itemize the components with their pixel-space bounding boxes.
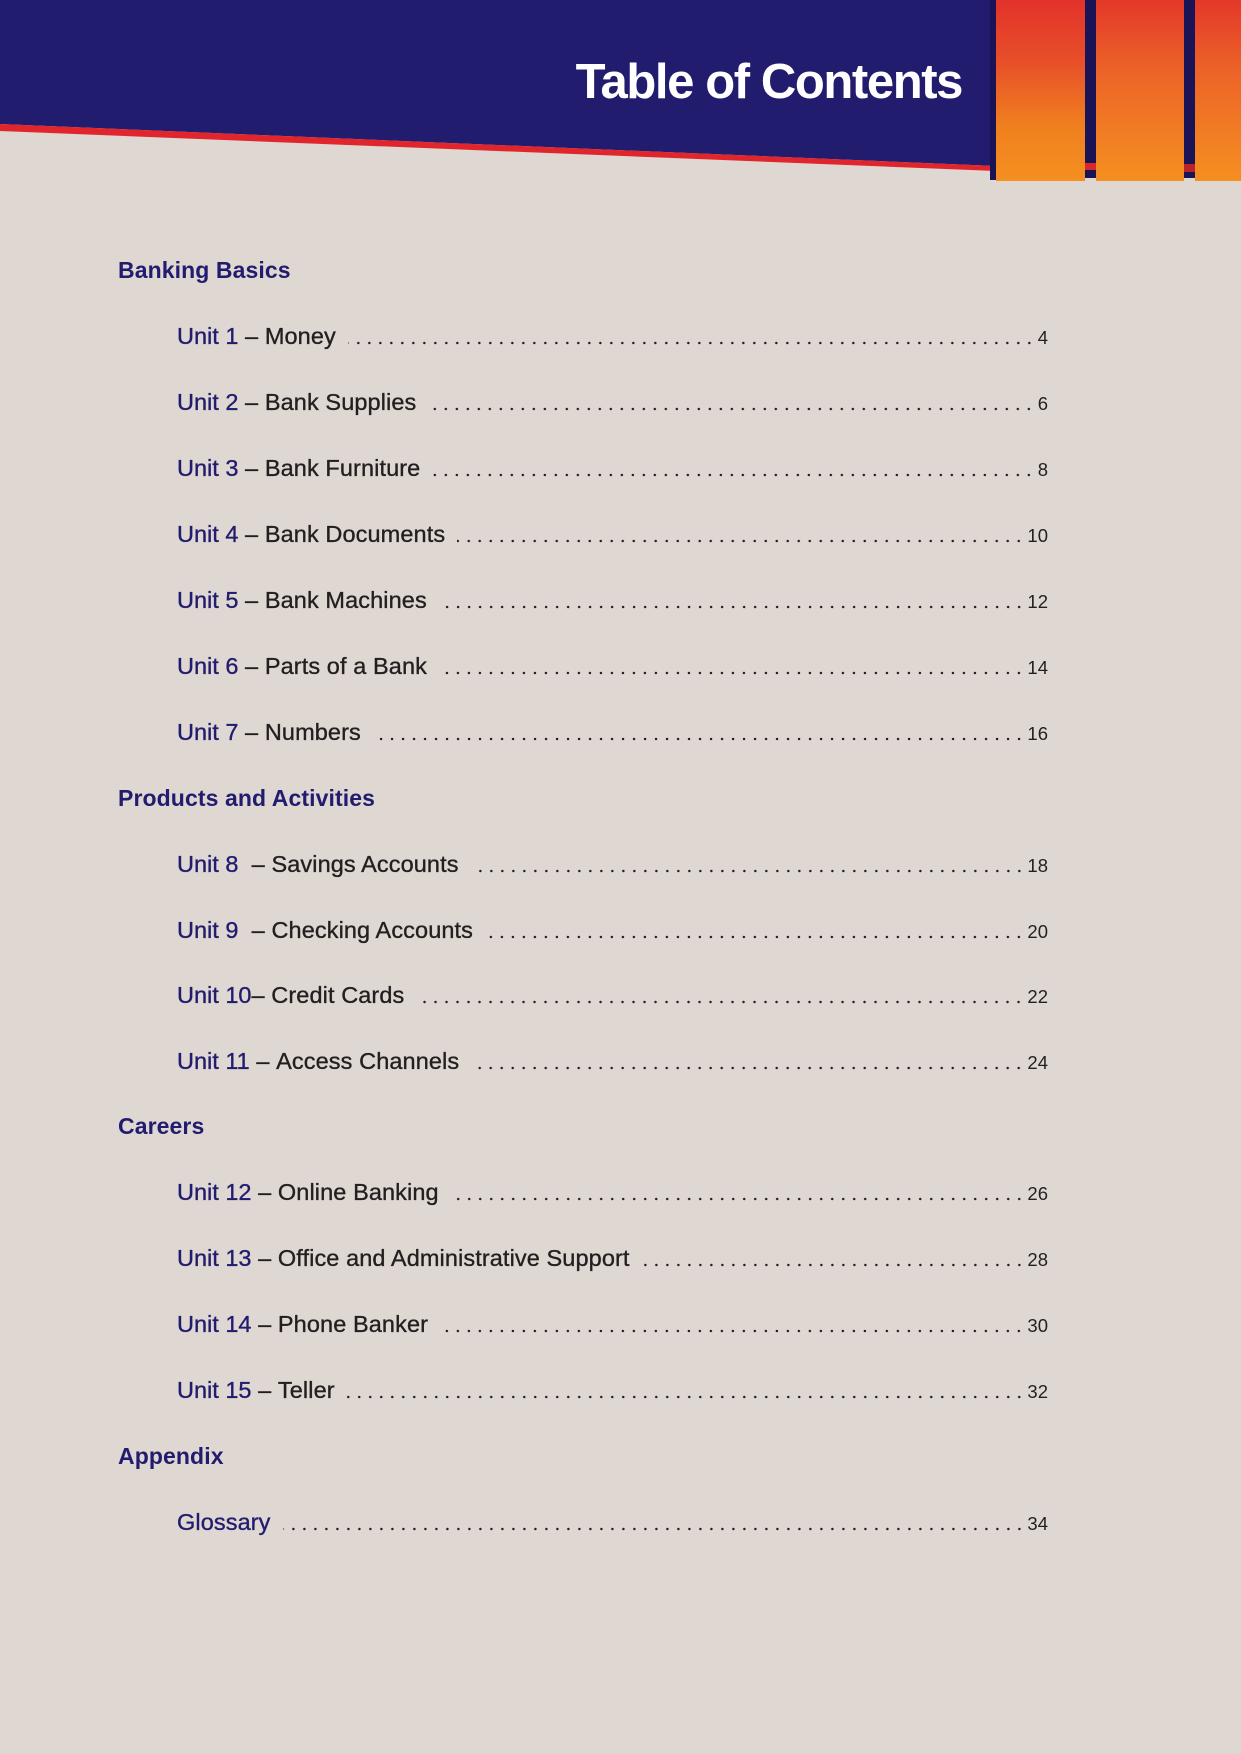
orange-bar-3 — [1195, 0, 1241, 181]
entry-separator: – — [238, 323, 265, 349]
page-number: 4 — [1037, 327, 1048, 348]
section-heading: Products and Activities — [118, 785, 376, 811]
page-number: 6 — [1037, 393, 1048, 414]
entry-separator: – — [238, 719, 265, 745]
entry-unit-label: Unit 1 — [177, 323, 239, 349]
toc-entry[interactable] — [0, 1508, 1241, 1548]
section-heading-row — [0, 1442, 1241, 1482]
toc-entry[interactable] — [0, 718, 1241, 758]
entry-unit-label: Unit 14 — [177, 1311, 252, 1337]
toc-entry[interactable] — [0, 850, 1241, 890]
toc-entry[interactable] — [0, 981, 1241, 1021]
entry-separator: – — [238, 851, 272, 877]
dot-leader — [471, 1064, 1024, 1070]
page-number: 28 — [1027, 1249, 1048, 1270]
entry-unit-label: Unit 9 — [177, 917, 239, 943]
dot-leader — [373, 735, 1025, 741]
toc-entry[interactable] — [0, 586, 1241, 626]
entry-unit-label: Unit 4 — [177, 521, 239, 547]
page-number: 16 — [1027, 723, 1048, 744]
dot-leader — [471, 867, 1025, 873]
entry-separator: – — [238, 917, 272, 943]
entry-unit-label: Unit 3 — [177, 455, 239, 481]
toc-entry[interactable] — [0, 1244, 1241, 1284]
toc-entry[interactable] — [0, 652, 1241, 692]
entry-title: Parts of a Bank — [264, 653, 427, 679]
section-heading: Appendix — [118, 1443, 224, 1469]
entry-unit-label: Unit 2 — [177, 389, 239, 415]
entry-unit-label: Unit 6 — [177, 653, 239, 679]
page-number: 14 — [1027, 657, 1048, 678]
entry-unit-label: Unit 12 — [177, 1179, 252, 1205]
section-heading: Banking Basics — [118, 257, 291, 283]
dot-leader — [440, 1327, 1024, 1333]
dot-leader — [642, 1261, 1025, 1267]
orange-bar-2 — [1096, 0, 1184, 181]
entry-title: Bank Documents — [264, 521, 446, 547]
entry-unit-label: Unit 10 — [177, 982, 252, 1008]
entry-separator: – — [251, 1179, 278, 1205]
dot-leader — [416, 998, 1024, 1004]
dot-leader — [485, 933, 1024, 939]
entry-title: Bank Supplies — [264, 389, 417, 415]
entry-title: Bank Machines — [264, 587, 427, 613]
entry-unit-label: Unit 11 — [177, 1048, 250, 1074]
entry-unit-label: Unit 8 — [177, 851, 239, 877]
entry-title: Online Banking — [277, 1179, 439, 1205]
entry-title: Bank Furniture — [264, 455, 421, 481]
page-number: 8 — [1037, 459, 1048, 480]
dot-leader — [347, 1393, 1025, 1399]
page-number: 20 — [1027, 921, 1048, 942]
entry-title: Access Channels — [276, 1048, 460, 1074]
dot-leader — [428, 405, 1034, 411]
dot-leader — [439, 603, 1025, 609]
entry-unit-label: Unit 13 — [177, 1245, 252, 1271]
dot-leader — [451, 1195, 1025, 1201]
entry-title: Savings Accounts — [271, 851, 459, 877]
toc-entry[interactable] — [0, 916, 1241, 956]
section-heading-row — [0, 1112, 1241, 1152]
entry-separator: – — [238, 587, 265, 613]
entry-title: Checking Accounts — [271, 917, 474, 943]
entry-separator: – — [251, 1245, 278, 1271]
entry-separator: – — [251, 1377, 278, 1403]
toc-entry[interactable] — [0, 1376, 1241, 1416]
toc-entry[interactable] — [0, 520, 1241, 560]
toc-entry[interactable] — [0, 1310, 1241, 1350]
entry-separator: – — [238, 389, 265, 415]
entry-unit-label: Unit 5 — [177, 587, 239, 613]
page-number: 22 — [1027, 986, 1048, 1007]
entry-separator: – — [238, 455, 265, 481]
section-heading-row — [0, 256, 1241, 296]
page-number: 24 — [1027, 1052, 1048, 1073]
dot-leader — [348, 339, 1035, 345]
entry-title: Money — [264, 323, 336, 349]
page-number: 12 — [1027, 591, 1048, 612]
entry-unit-label: Unit 7 — [177, 719, 239, 745]
dot-leader — [432, 471, 1034, 477]
entry-separator: – — [251, 982, 272, 1008]
dot-leader — [457, 537, 1024, 543]
entry-title: Phone Banker — [277, 1311, 429, 1337]
entry-separator: – — [251, 1311, 278, 1337]
toc-entry[interactable] — [0, 1047, 1241, 1087]
entry-separator: – — [238, 521, 265, 547]
toc-entry[interactable] — [0, 388, 1241, 428]
toc-entry[interactable] — [0, 454, 1241, 494]
page-number: 34 — [1027, 1513, 1048, 1534]
page-title: Table of Contents — [575, 55, 962, 109]
page-number: 18 — [1027, 855, 1048, 876]
page-number: 32 — [1027, 1381, 1048, 1402]
header-banner — [0, 0, 1241, 190]
toc-entry[interactable] — [0, 322, 1241, 362]
entry-title: Office and Administrative Support — [277, 1245, 630, 1271]
page-number: 26 — [1027, 1183, 1048, 1204]
dot-leader — [283, 1525, 1025, 1531]
entry-title: Teller — [277, 1377, 335, 1403]
entry-title: Credit Cards — [271, 982, 405, 1008]
dot-leader — [439, 669, 1024, 675]
page-number: 10 — [1027, 525, 1048, 546]
entry-separator: – — [238, 653, 265, 679]
page-number: 30 — [1027, 1315, 1048, 1336]
entry-title: Numbers — [264, 719, 361, 745]
entry-separator: – — [249, 1048, 277, 1074]
entry-title: Glossary — [177, 1509, 271, 1535]
section-heading-row — [0, 784, 1241, 824]
section-heading: Careers — [118, 1113, 205, 1139]
toc-entry[interactable] — [0, 1178, 1241, 1218]
orange-bar-1 — [996, 0, 1085, 181]
entry-unit-label: Unit 15 — [177, 1377, 252, 1403]
